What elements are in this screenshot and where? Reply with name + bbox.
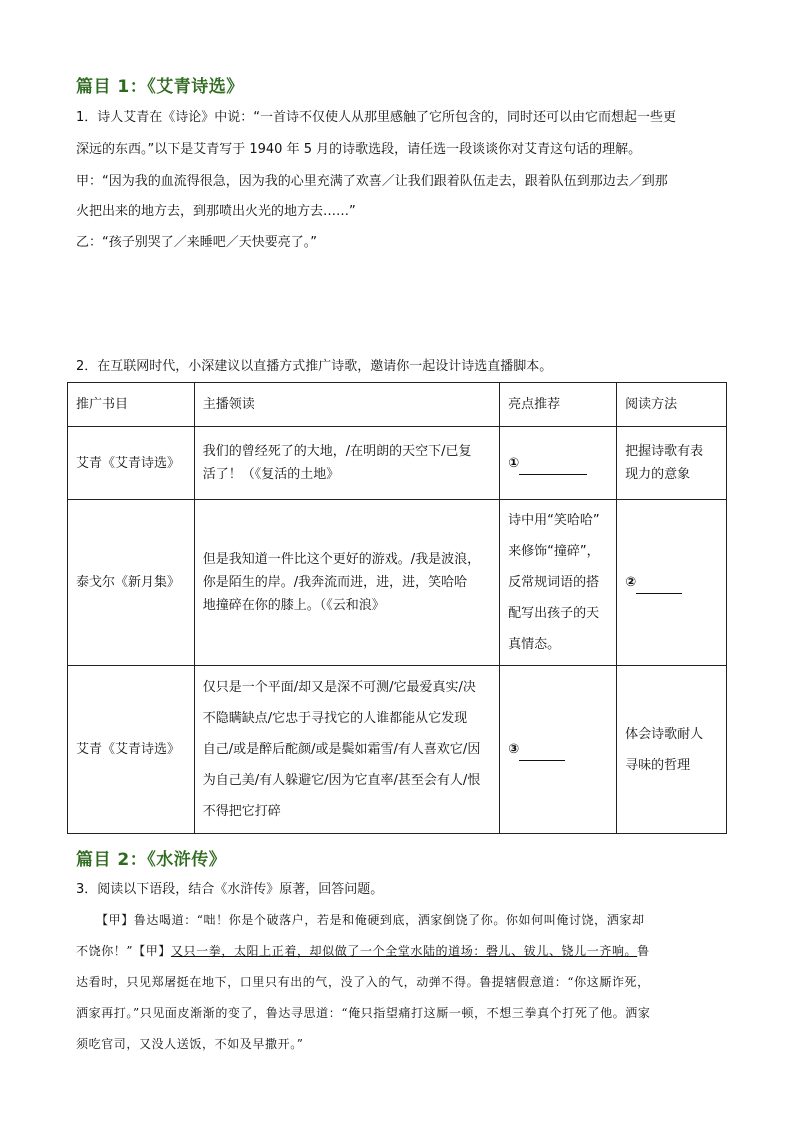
row3-read-line5: 不得把它打碎	[202, 804, 281, 819]
row1-highlight[interactable]	[500, 427, 617, 500]
row2-hl-line4: 配写出孩子的天	[508, 606, 600, 621]
passage-line2-end: 鲁	[637, 944, 650, 958]
row3-book: 艾青《艾青诗选》	[68, 666, 195, 834]
answer-blank-3[interactable]	[519, 746, 565, 761]
row3-highlight[interactable]	[500, 666, 617, 834]
row2-method[interactable]	[617, 500, 727, 666]
header-book: 推广书目	[68, 383, 195, 427]
blank-marker-2: ②	[625, 575, 637, 590]
row3-read	[194, 666, 499, 834]
row3-read-line4: 为自己美/有人躲避它/因为它直率/甚至会有人/恨	[202, 773, 481, 788]
passage-line5: 须吃官司，又没人送饭，不如及早撒开。”	[76, 1037, 304, 1051]
table-row	[68, 500, 727, 666]
answer-blank-1[interactable]	[519, 460, 587, 475]
q1-excerpt-yi: 乙：“孩子别哭了／来睡吧／天快要亮了。”	[76, 235, 317, 250]
passage-line1: 【甲】鲁达喝道：“咄！你是个破落户，若是和俺硬到底，洒家倒饶了你。你如何叫俺讨饶，洒家却	[96, 913, 645, 927]
row2-book: 泰戈尔《新月集》	[68, 500, 195, 666]
row3-method-line1: 体会诗歌耐人	[625, 726, 704, 742]
row1-book: 艾青《艾青诗选》	[68, 427, 195, 500]
q1-excerpt-jia-line1: 甲：“因为我的血流得很急，因为我的心里充满了欢喜／让我们跟着队伍走去，跟着队伍到那边去／到那	[76, 174, 668, 189]
q3-intro: 3．阅读以下语段，结合《水浒传》原著，回答问题。	[76, 882, 384, 897]
header-method: 阅读方法	[617, 383, 727, 427]
row2-read-line2: 你是陌生的岸。/我奔流而进，进，进，笑哈哈	[202, 575, 468, 590]
row3-read-line3: 自己/或是醉后酡颜/或是鬓如霜雪/有人喜欢它/因	[202, 742, 481, 757]
row3-read-line1: 仅只是一个平面/却又是深不可测/它最爱真实/决	[202, 680, 476, 695]
passage-line2	[76, 936, 724, 967]
row1-method-line1: 把握诗歌有表	[625, 444, 704, 459]
row1-read-line2: 活了！（《复活的土地》	[202, 467, 340, 482]
header-highlight: 亮点推荐	[500, 383, 617, 427]
passage-line3: 达看时，只见郑屠挺在地下，口里只有出的气，没了入的气，动弹不得。鲁提辖假意道：“你这厮诈死，	[76, 975, 650, 989]
passage-underlined: 又只一拳，太阳上正着，却似做了一个全堂水陆的道场：磬儿、钹儿、铙儿一齐响。	[170, 944, 638, 958]
row2-hl-line3: 反常规词语的搭	[508, 575, 600, 590]
passage-jia-marker: 【甲】	[133, 944, 171, 958]
row2-read-line3: 地撞碎在你的膝上。（《云和浪》	[202, 598, 385, 613]
row2-hl-line2: 来修饰“撞碎”，	[508, 544, 600, 559]
blank-marker-3: ③	[508, 742, 520, 757]
row1-method-line2: 现力的意象	[625, 467, 691, 482]
q1-excerpt-jia-line2: 火把出来的地方去，到那喷出火光的地方去……”	[76, 204, 356, 219]
row2-hl-line1: 诗中用“笑哈哈”	[508, 513, 600, 528]
row3-method	[617, 666, 727, 834]
header-read: 主播领读	[194, 383, 499, 427]
livestream-script-table	[67, 382, 727, 834]
answer-blank-2[interactable]	[636, 579, 682, 594]
row1-read	[194, 427, 499, 500]
row2-read-line1: 但是我知道一件比这个更好的游戏。/我是波浪，	[202, 552, 481, 567]
row1-method	[617, 427, 727, 500]
section-title-1: 篇目 1：《艾青诗选》	[76, 77, 244, 97]
passage-line4: 洒家再打。”只见面皮渐渐的变了，鲁达寻思道：“俺只指望痛打这厮一顿，不想三拳真个打死了他。洒家	[76, 1006, 651, 1020]
q2-intro: 2．在互联网时代，小深建议以直播方式推广诗歌，邀请你一起设计诗选直播脚本。	[76, 359, 553, 374]
q1-line2: 深远的东西。”以下是艾青写于 1940 年 5 月的诗歌选段，请任选一段谈谈你对艾青这句话的理解。	[76, 142, 642, 157]
section-title-2: 篇目 2：《水浒传》	[76, 850, 227, 870]
blank-marker-1: ①	[508, 455, 520, 471]
row2-read	[194, 500, 499, 666]
row3-read-line2: 不隐瞒缺点/它忠于寻找它的人谁都能从它发现	[202, 711, 468, 726]
table-row	[68, 427, 727, 500]
q1-line1: 1．诗人艾青在《诗论》中说：“一首诗不仅使人从那里感触了它所包含的，同时还可以由它而想起一些更	[76, 110, 677, 125]
table-header-row	[68, 383, 727, 427]
q3-passage	[76, 905, 724, 1060]
passage-line2-start: 不饶你！”	[76, 944, 134, 958]
row1-read-line1: 我们的曾经死了的大地，/在明朗的天空下/已复	[202, 444, 472, 459]
row3-method-line2: 寻味的哲理	[625, 757, 691, 773]
row2-highlight	[500, 500, 617, 666]
table-row	[68, 666, 727, 834]
row2-hl-line5: 真情态。	[508, 637, 561, 652]
